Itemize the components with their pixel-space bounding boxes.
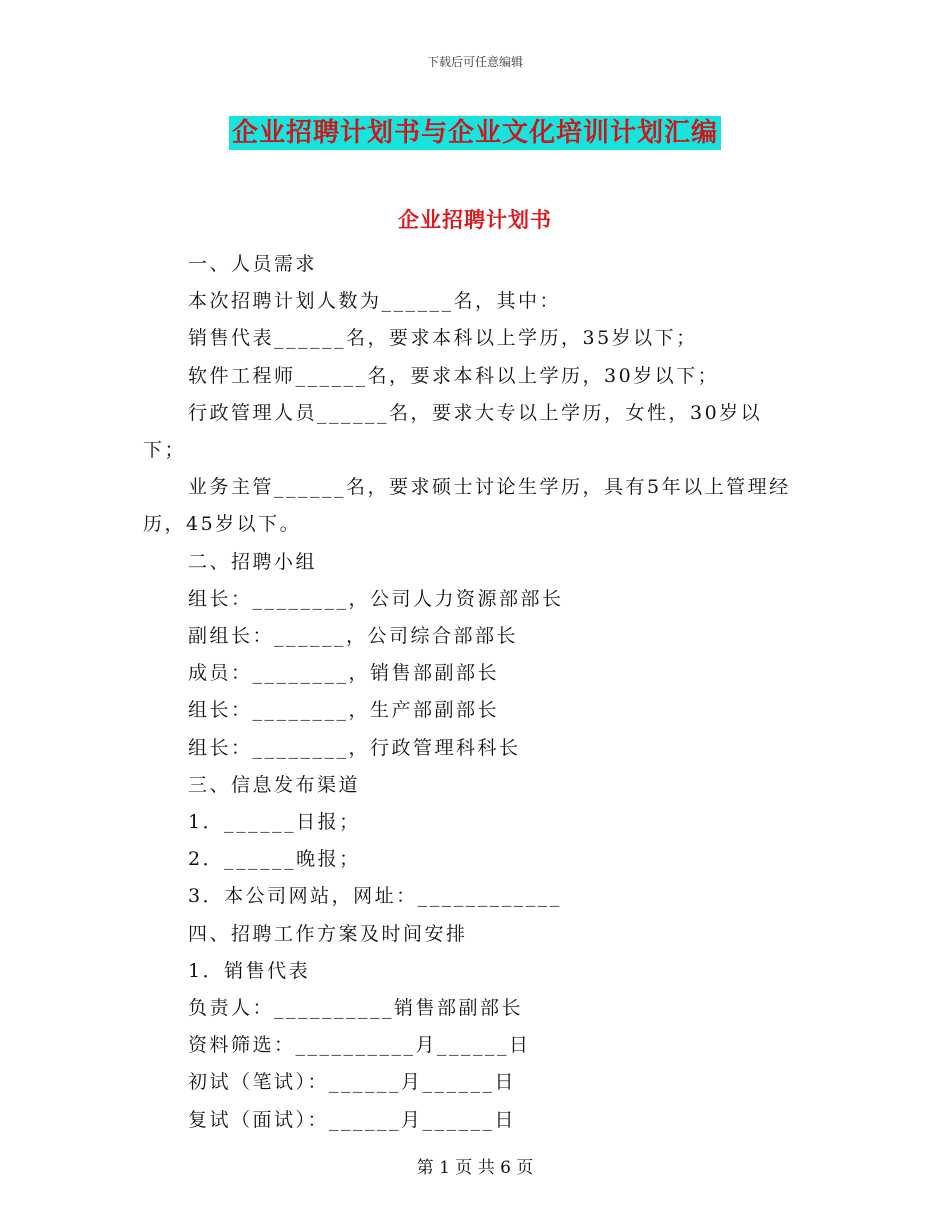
paragraph: 资料筛选：__________月______日 — [188, 1034, 531, 1057]
paragraph: 3．本公司网站，网址：____________ — [188, 885, 562, 908]
paragraph: 二、招聘小组 — [188, 550, 318, 573]
paragraph: 1．销售代表 — [188, 959, 311, 982]
paragraph: 四、招聘工作方案及时间安排 — [188, 922, 468, 945]
paragraph: 1．______日报； — [188, 811, 361, 834]
paragraph: 业务主管______名，要求硕士讨论生学历，具有5年以上管理经历，45岁以下。 — [143, 476, 791, 536]
paragraph: 一、人员需求 — [188, 253, 318, 275]
section-title: 企业招聘计划书 — [398, 207, 552, 232]
paragraph: 软件工程师______名，要求本科以上学历，30岁以下； — [188, 364, 720, 387]
paragraph: 销售代表______名，要求本科以上学历，35岁以下； — [188, 327, 698, 350]
paragraph: 组长：________，行政管理科科长 — [188, 736, 521, 759]
page-number: 第 1 页 共 6 页 — [416, 1158, 534, 1178]
paragraph: 复试（面试）：______月______日 — [188, 1108, 517, 1131]
paragraph: 组长：________，公司人力资源部部长 — [188, 587, 564, 610]
document-body — [143, 246, 803, 1139]
paragraph: 初试（笔试）：______月______日 — [188, 1071, 517, 1094]
document-title — [0, 112, 950, 149]
paragraph: 三、信息发布渠道 — [188, 773, 361, 796]
paragraph: 副组长：______，公司综合部部长 — [188, 625, 519, 648]
paragraph: 成员：________，销售部副部长 — [188, 662, 500, 685]
paragraph: 组长：________，生产部副部长 — [188, 699, 500, 722]
paragraph: 本次招聘计划人数为______名，其中： — [188, 290, 562, 313]
document-title-text: 企业招聘计划书与企业文化培训计划汇编 — [229, 116, 721, 150]
page-header-note: 下载后可任意编辑 — [426, 55, 523, 69]
paragraph: 负责人：__________销售部副部长 — [188, 997, 524, 1020]
paragraph: 行政管理人员______名，要求大专以上学历，女性，30岁以下； — [143, 401, 763, 462]
paragraph: 2．______晚报； — [188, 848, 361, 871]
